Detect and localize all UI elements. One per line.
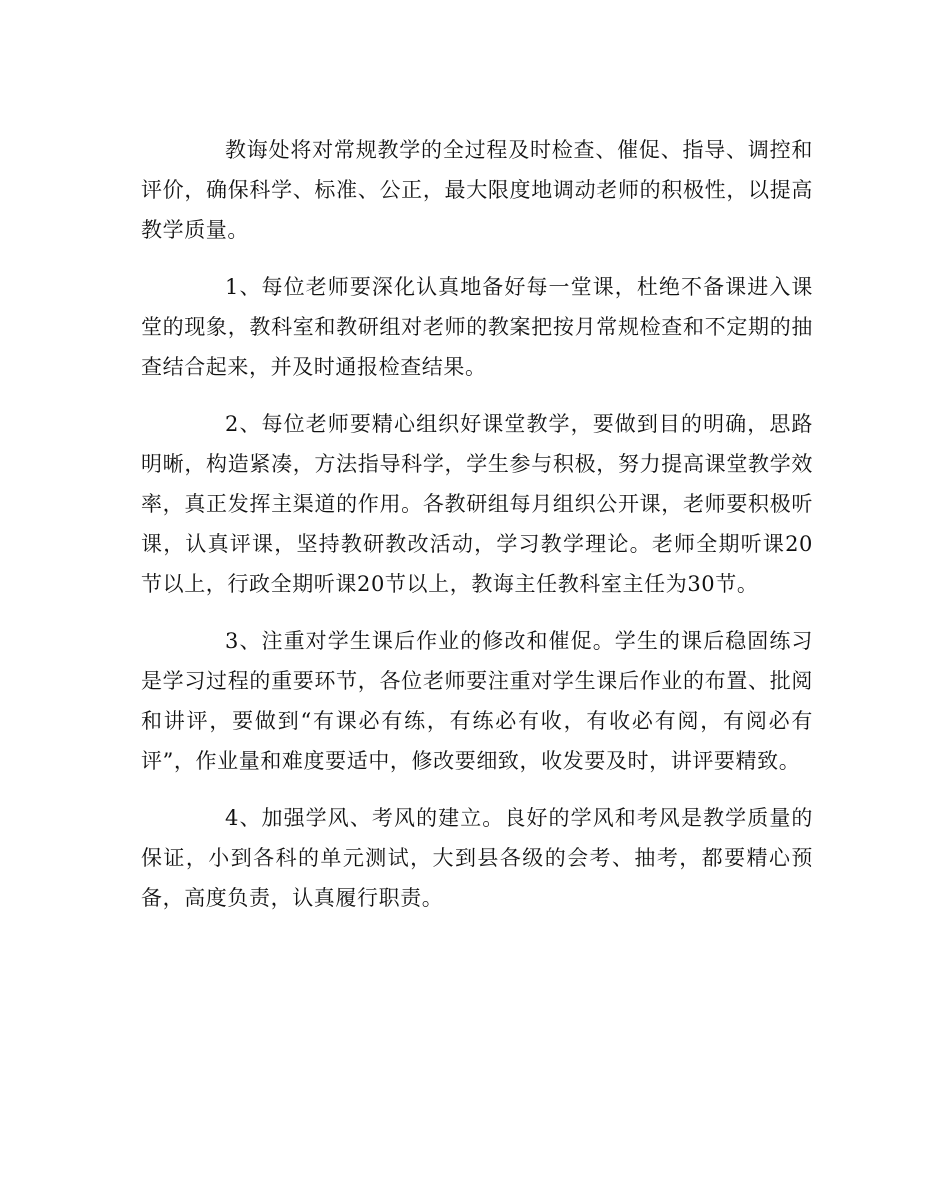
paragraph-intro: 教诲处将对常规教学的全过程及时检查、催促、指导、调控和评价，确保科学、标准、公正，最大限度地调动老师的积极性，以提高教学质量。 <box>141 138 813 242</box>
paragraph-item-1: 1、每位老师要深化认真地备好每一堂课，杜绝不备课进入课堂的现象，教科室和教研组对老师的教案把按月常规检查和不定期的抽查结合起来，并及时通报检查结果。 <box>141 275 813 379</box>
paragraph-item-4: 4、加强学风、考风的建立。良好的学风和考风是教学质量的保证，小到各科的单元测试，大到县各级的会考、抽考，都要精心预备，高度负责，认真履行职责。 <box>141 806 813 910</box>
paragraph-item-3: 3、注重对学生课后作业的修改和催促。学生的课后稳固练习是学习过程的重要环节，各位老师要注重对学生课后作业的布置、批阅和讲评，要做到“有课必有练，有练必有收，有收必有阅，有阅必有评”，作业量和难度要适中，修改要细致，收发要及时，讲评要精致。 <box>141 629 813 773</box>
paragraph-item-2: 2、每位老师要精心组织好课堂教学，要做到目的明确，思路明晰，构造紧凑，方法指导科学，学生参与积极，努力提高课堂教学效率，真正发挥主渠道的作用。各教研组每月组织公开课，老师要积极听课，认真评课，坚持教研教改活动，学习教学理论。老师全期听课20节以上，行政全期听课20节以上，教诲主任教科室主任为30节。 <box>141 412 813 596</box>
document-body <box>141 130 813 918</box>
